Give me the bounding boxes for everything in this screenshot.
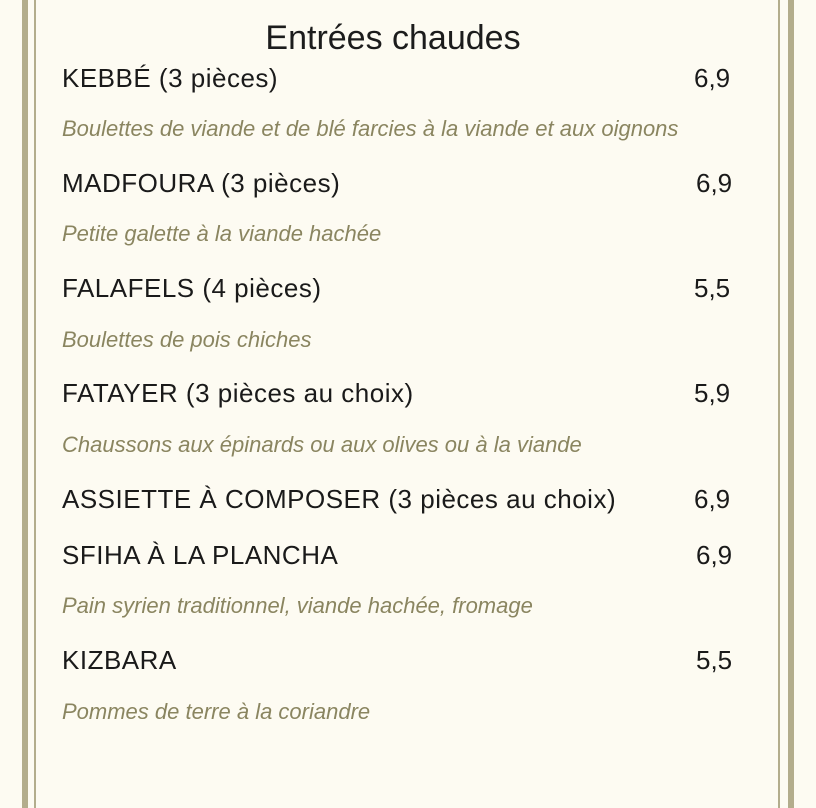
menu-item-price: 6,9 [694,63,731,93]
menu-item-price: 5,9 [694,378,731,408]
menu-item-name: KEBBÉ (3 pièces) [62,63,279,93]
menu-item-name: MADFOURA (3 pièces) [62,168,341,198]
menu-item-price: 6,9 [696,168,733,198]
frame-border-right-inner [778,0,780,808]
menu-item-description: Boulettes de viande et de blé farcies à la viande et aux oignons [62,116,679,141]
menu-item-description: Boulettes de pois chiches [62,327,312,352]
menu-item-price: 5,5 [694,273,731,303]
menu-item-assiette [62,481,742,517]
menu-item-name: FATAYER (3 pièces au choix) [62,378,414,408]
menu-item-name: ASSIETTE À COMPOSER (3 pièces au choix) [62,484,617,514]
frame-border-left-inner [34,0,36,808]
menu-item-name: FALAFELS (4 pièces) [62,273,322,303]
menu-item-fatayer [62,375,742,411]
menu-item-price: 5,5 [696,645,733,675]
menu-item-sfiha [62,537,742,573]
menu-item-description: Petite galette à la viande hachée [62,221,382,246]
frame-border-left-outer [22,0,28,808]
menu-item-madfoura [62,165,742,201]
menu-item-kebbe [62,60,742,96]
menu-item-description: Pain syrien traditionnel, viande hachée, fromage [62,593,533,618]
menu-item-description: Pommes de terre à la coriandre [62,699,371,724]
menu-item-falafels [62,270,742,306]
section-title: Entrées chaudes [265,19,521,57]
frame-border-right-outer [788,0,794,808]
menu-item-name: SFIHA À LA PLANCHA [62,540,339,570]
menu-item-name: KIZBARA [62,645,177,675]
menu-item-price: 6,9 [694,484,731,514]
menu-item-description: Chaussons aux épinards ou aux olives ou à la viande [62,432,582,457]
menu-item-price: 6,9 [696,540,733,570]
menu-item-kizbara [62,642,742,678]
